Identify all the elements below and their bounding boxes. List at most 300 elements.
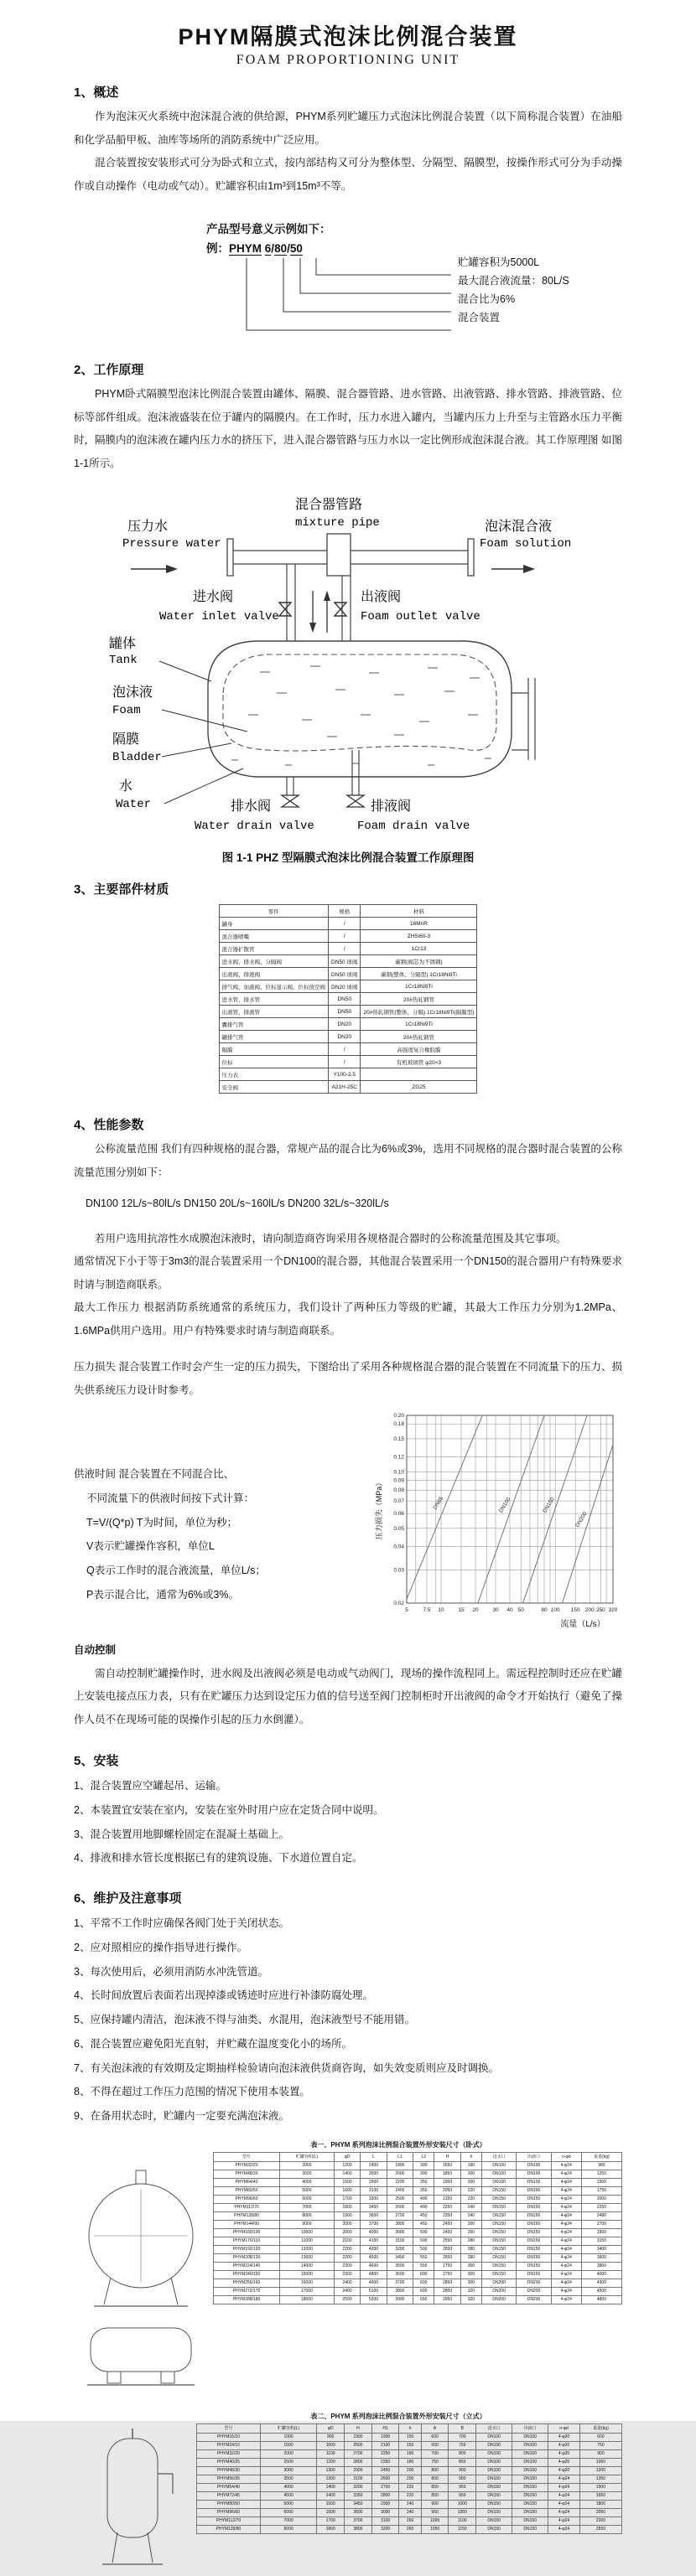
list-item: 1、平常不工作时应确保各阀门处于关闭状态。 [74,1917,289,1929]
table-row [219,980,477,993]
table-cell: 300 [460,2262,481,2270]
table-row [197,2449,622,2458]
table-cell: 罐排气管 [219,1031,329,1043]
model-callout-device: 混合装置 [458,312,501,323]
table-cell: 2500 [334,2295,360,2304]
x-tick-label: 100 [550,1607,560,1613]
table-cell: DN150 [517,2211,551,2220]
table-cell: 2800 [345,2458,372,2466]
flow-arrow-out [523,565,535,573]
dimension-table-horizontal [213,2152,622,2304]
table-cell: 2100 [371,2441,399,2449]
label-foam-solution-zh: 泡沫混合液 [485,520,553,534]
table-row [219,955,477,968]
table-cell: 4-φ20 [548,2441,580,2449]
table-cell: PHYM32/20 [197,2449,261,2458]
table-cell: 3450 [345,2500,372,2508]
y-tick-label: 0.05 [393,1525,404,1532]
table-cell: 350 [413,2178,434,2186]
table-cell: 1700 [317,2517,345,2525]
table-cell: PHYM72/45 [197,2491,261,2500]
table-cell: DN150 [482,2270,517,2279]
table-cell: 2050 [579,2508,621,2517]
table-cell: DN150 [517,2228,551,2237]
table-row [197,2475,622,2483]
table-cell: 320 [460,2287,481,2295]
table-cell: 4-φ24 [551,2279,581,2287]
y-tick-label: 0.04 [393,1544,404,1550]
table-cell: DN100 [517,2178,551,2186]
label-mixture-pipe-zh: 混合器管路 [295,498,363,512]
model-callouts [458,253,569,327]
table-cell: 180 [399,2458,421,2466]
table-cell: PHYM160/100 [214,2228,280,2237]
label-foam-drain-en: Foam drain valve [357,820,470,833]
table-cell: PHYM48/30 [214,2170,280,2178]
table-cell: 750 [449,2441,476,2449]
table-header-cell: H1 [371,2423,399,2433]
table-row [197,2483,622,2491]
table-cell: 2850 [434,2287,460,2295]
table-cell: DN150 [482,2186,517,2195]
table-cell: PHYM64/40 [214,2178,280,2186]
table-cell: 1050 [579,2458,621,2466]
table-cell: 20#热轧钢管(整体、分隔) 1Cr18Ni9Ti(隔膜型) [361,1006,477,1018]
y-tick-label: 0.08 [393,1487,404,1494]
list-item: P表示混合比，通常为6%或3%。 [86,1588,239,1601]
table-cell: 1050 [421,2525,449,2533]
y-tick-label: 0.07 [393,1498,404,1505]
table-cell: 2450 [434,2228,460,2237]
table-cell: 4-φ24 [551,2262,581,2270]
table-cell: DN150 [476,2491,512,2500]
table-row [214,2253,622,2262]
table-cell: DN150 [517,2245,551,2253]
page-title: PHYM隔膜式泡沫比例混合装置 [178,24,518,49]
table-cell: 4-φ20 [548,2458,580,2466]
inlet-valve-symbol [279,603,291,616]
table-cell: 500 [413,2245,434,2253]
table-cell: 2100 [334,2237,360,2245]
table-cell: 12000 [280,2245,335,2253]
table-header-cell: 材料 [361,905,477,918]
table-row [197,2525,622,2533]
table-cell: 4500 [581,2287,621,2295]
model-intro: 产品型号意义示例如下： [206,223,331,235]
table-cell: 3300 [361,2195,387,2203]
y-tick-label: 0.12 [393,1454,404,1461]
table-cell: 1650 [434,2161,460,2170]
table-cell: DN150 [476,2508,512,2517]
table-cell: 800 [421,2475,449,2483]
table-header-cell: L1 [387,2152,413,2161]
table-cell: 2550 [434,2237,460,2245]
table-cell: 2850 [434,2279,460,2287]
table-cell: DN100 [517,2170,551,2178]
table-row [214,2203,622,2211]
table-cell: DN150 [482,2203,517,2211]
table-cell: 2500 [260,2458,316,2466]
label-water-drain-en: Water drain valve [195,820,314,833]
table-cell: 8000 [260,2525,316,2533]
table-cell: DN20 [329,1018,361,1031]
list-item: 1、混合装置应空罐起吊、运输。 [74,1780,226,1792]
table-cell: 2950 [434,2295,460,2304]
table-cell: 950 [449,2491,476,2500]
table-header-cell: h [399,2423,421,2433]
table-cell: PHYM208/130 [214,2253,280,2262]
label-mixture-pipe-en: mixture pipe [295,516,380,530]
table-cell: DN150 [482,2262,517,2270]
table-cell: 450 [413,2220,434,2228]
table-cell: 3600 [345,2508,372,2517]
table-header-cell: 出液口 [517,2152,551,2161]
installation-list [74,1774,622,1870]
section-4-paragraph-3: 通常情况下小于等于3m3的混合装置采用一个DN100的混合器，其他混合装置采用一个DN150的混合器用户有特殊要求时请与制造商联系。 [74,1255,622,1291]
table-row [219,1068,477,1081]
table-cell: 3400 [387,2253,413,2262]
table-cell: 3450 [361,2203,387,2211]
dimension-table-vertical [196,2423,622,2534]
table-cell: 3200 [371,2525,399,2533]
table-cell: 3100 [345,2475,372,2483]
table-cell: 1200 [579,2466,621,2475]
table-cell: DN50 [329,993,361,1006]
table-row [214,2245,622,2253]
label-water-en: Water [116,798,152,811]
table-cell: 4000 [260,2483,316,2491]
table-cell: 碳钢(阀芯为不锈钢) [361,955,477,968]
table-cell: 2050 [434,2186,460,2195]
table-cell: 2480 [581,2211,621,2220]
x-tick-label: 150 [570,1607,580,1613]
table-cell: DN150 [517,2220,551,2228]
table-cell: DN200 [482,2279,517,2287]
x-tick-label: 30 [492,1607,499,1613]
table-cell: / [329,918,361,930]
table-cell: 1900 [371,2433,399,2441]
table-cell: 2800 [387,2220,413,2228]
tank-side-view [91,2328,191,2372]
model-segment-name: PHYM [229,242,262,255]
water-drain-valve-symbol [282,795,299,807]
table-cell: DN150 [512,2500,548,2508]
table-cell: DN150 [482,2211,517,2220]
table-cell: 950 [421,2508,449,2517]
vertical-tank-drawing [74,2423,191,2576]
table-cell: 750 [421,2458,449,2466]
table-row [214,2237,622,2245]
table-header-cell: H [345,2423,372,2433]
series-label: DN150 [542,1496,556,1514]
table-cell: PHYM40/25 [197,2458,261,2466]
table-cell: 4-φ24 [551,2228,581,2237]
table-cell: 2300 [334,2270,360,2279]
table-cell: 2500 [387,2195,413,2203]
table-cell: 220 [399,2491,421,2500]
table-cell: 900 [421,2500,449,2508]
section-4-paragraph-4: 最大工作压力 根据消防系统通常的系统压力，我们设计了两种压力等级的贮罐，其最大工作压力分别为1.2MPa、1.6MPa供用户选用。用户有特殊要求时请与制造商联系。 [74,1301,622,1337]
table-cell: 11000 [280,2237,335,2245]
table-cell: 800 [449,2449,476,2458]
list-item: 不同流量下的供液时间按下式计算： [86,1492,255,1504]
table-cell: PHYM16/10 [197,2433,261,2441]
table-row [197,2441,622,2449]
table-cell: DN150 [476,2483,512,2491]
table-cell: PHYM96/60 [197,2508,261,2517]
table-cell: 2700 [345,2449,372,2458]
flow-range-line: DN100 12L/s~80lL/s DN150 20L/s~160lL/s DN200 32L/s~320lL/s [86,1197,389,1209]
table-cell: 16000 [280,2279,335,2287]
table-cell: 240 [399,2500,421,2508]
table-cell: 2000 [387,2170,413,2178]
table-cell: 3000 [387,2228,413,2237]
table-cell: DN100 [512,2441,548,2449]
table-cell: PHYM192/120 [214,2245,280,2253]
table-cell: 200 [460,2178,481,2186]
table-cell: 4-φ24 [551,2245,581,2253]
table-cell: DN150 [512,2517,548,2525]
table-header-cell: 零件 [219,905,329,918]
table-cell: 3800 [345,2525,372,2533]
table-header-cell: 进水口 [482,2152,517,2161]
table-cell: 400 [413,2203,434,2211]
table-cell: 280 [460,2253,481,2262]
table-cell: 4-φ24 [548,2517,580,2525]
table-cell: 2200 [334,2253,360,2262]
y-tick-label: 0.15 [393,1435,404,1442]
table-cell: DN150 [512,2483,548,2491]
table-cell: 2000 [334,2220,360,2228]
table-cell: PHYM144/90 [214,2220,280,2228]
table-cell: PHYM64/40 [197,2483,261,2491]
model-callout-lines [206,256,458,340]
table-cell: / [329,1056,361,1068]
table-cell: 2000 [334,2228,360,2237]
flow-arrow-in [166,565,178,573]
table-header-cell: H [434,2152,460,2161]
table-cell: 1750 [581,2186,621,2195]
label-pressure-water-zh: 压力水 [127,520,169,534]
table-cell: 4-φ24 [548,2500,580,2508]
table-cell: 1400 [334,2170,360,2178]
table-cell: 2700 [581,2220,621,2228]
table-row [197,2500,622,2508]
table-cell: 高强度复合橡胶膜 [361,1043,477,1056]
table-cell: 980 [581,2161,621,2170]
model-segment-ratio: 6 [264,242,272,255]
table-cell: DN100 [512,2433,548,2441]
table-row [219,1056,477,1068]
label-tank-en: Tank [109,654,138,667]
table-cell: 5200 [361,2295,387,2304]
table-cell: 320 [460,2295,481,2304]
table-cell: 压力表 [219,1068,329,1081]
table-cell: DN150 [517,2237,551,2245]
y-tick-label: 0.02 [393,1601,404,1606]
y-tick-label: 0.20 [393,1413,404,1419]
section-1-paragraph-1: 作为泡沫灭火系统中泡沫混合液的供给源，PHYM系列贮罐压力式泡沫比例混合装置（以下简称混合装置）在油船和化学品船甲板、油库等场所的消防系统中广泛应用。 [74,111,622,146]
table-cell: 1600 [317,2508,345,2517]
table-cell: 1850 [434,2170,460,2178]
table-cell: PHYM128/80 [214,2211,280,2220]
table-cell: 4200 [361,2245,387,2253]
table-cell: 2200 [387,2178,413,2186]
table-cell: DN150 [482,2228,517,2237]
vertical-tank-body [107,2439,158,2537]
table-cell: 1900 [334,2211,360,2220]
table-cell: 150 [399,2433,421,2441]
table-row [197,2458,622,2466]
table-cell: 1050 [449,2508,476,2517]
model-segment-flow: 80 [274,242,288,255]
table-cell: 4-φ24 [551,2211,581,2220]
table-cell: 4-φ24 [548,2508,580,2517]
table-cell: 900 [317,2433,345,2441]
table-cell: 700 [421,2449,449,2458]
table-cell: 4600 [361,2262,387,2270]
x-tick-label: 15 [458,1607,465,1613]
table-cell: ZG25 [361,1081,477,1094]
table-cell: 进水阀、排水阀、分隔阀 [219,955,329,968]
table-cell: 8000 [280,2211,335,2220]
table-cell: DN150 [476,2517,512,2525]
table-cell: 3000 [260,2466,316,2475]
table-cell: DN150 [482,2237,517,2245]
table-cell: 2400 [334,2287,360,2295]
table-cell: DN50 球阀 [329,968,361,980]
table-cell: 4-φ20 [548,2433,580,2441]
table-cell: DN200 [517,2279,551,2287]
table-header-cell: 出液口 [512,2423,548,2433]
table-row [214,2270,622,2279]
label-tank-zh: 罐体 [109,637,137,651]
table-cell: 出液阀、排液阀 [219,968,329,980]
table-cell: 18000 [280,2295,335,2304]
x-tick-label: 80 [541,1607,548,1613]
table-row [219,943,477,955]
table-cell: 1650 [579,2491,621,2500]
section-2-heading: 2、工作原理 [74,363,144,377]
table-cell: 1250 [581,2170,621,2178]
table-cell: 2150 [434,2195,460,2203]
table-cell: 7000 [260,2517,316,2525]
x-tick-label: 5 [404,1607,408,1613]
table-cell: 2700 [371,2483,399,2491]
bladder-outline [223,654,496,751]
table-cell: 混合器扩散管 [219,943,329,955]
supply-time-block [74,1407,366,1636]
table-cell: 2350 [371,2458,399,2466]
outlet-valve-symbol [335,603,346,616]
table-cell: 4-φ24 [551,2195,581,2203]
y-tick-label: 0.18 [393,1421,404,1428]
table-cell: 1700 [334,2195,360,2203]
pressure-loss-chart [373,1407,622,1636]
section-4-paragraph-5: 压力损失 混合装置工作时会产生一定的压力损失，下图给出了采用各种规格混合器的混合装置在不同流量下的压力、损失供系统压力设计时参考。 [74,1361,622,1396]
table-cell: 2500 [345,2441,372,2449]
table-cell: 4-φ24 [551,2178,581,2186]
label-bladder-en: Bladder [112,751,162,764]
section-4-paragraph-1: 公称流量范围 我们有四种规格的混合器，常规产品的混合比为6%或3%，选用不同规格的混合器时混合装置的公称流量范围分别如下： [74,1143,622,1178]
series-line [407,1415,482,1599]
table-cell: 4-φ24 [551,2270,581,2279]
table-cell: 600 [421,2433,449,2441]
table-cell: 2750 [434,2270,460,2279]
table-cell: 280 [460,2245,481,2253]
table-cell: 2900 [361,2178,387,2186]
table-cell: DN200 [517,2295,551,2304]
table-header-cell: 型号 [214,2152,280,2161]
label-foam-zh: 泡沫液 [112,685,153,700]
table-cell: 4-φ24 [551,2161,581,2170]
table-cell: PHYM288/180 [214,2295,280,2304]
table-cell: 2650 [434,2253,460,2262]
table-cell: 220 [460,2186,481,2195]
table-cell: DN150 [517,2195,551,2203]
table-header-row [219,905,477,918]
table-cell: DN100 [476,2466,512,2475]
table-cell: DN100 [476,2433,512,2441]
table-cell: 3600 [387,2270,413,2279]
table-cell: 16MnR [361,918,477,930]
table-cell: 1500 [581,2178,621,2186]
table-cell: 2300 [579,2517,621,2525]
table-cell: 2550 [579,2525,621,2533]
table-row [214,2262,622,2270]
label-foam-drain-zh: 排液阀 [371,799,412,814]
table-cell: 550 [413,2262,434,2270]
section-6-heading: 6、维护及注意事项 [74,1891,182,1906]
table-cell: 600 [413,2270,434,2279]
model-callout-volume: 贮罐容积为5000L [458,256,540,268]
table-cell: 1350 [579,2475,621,2483]
schematic-diagram [75,484,621,839]
table-cell: DN100 [476,2449,512,2458]
table-cell: PHYM128/80 [197,2525,261,2533]
table-cell: 4500 [361,2253,387,2262]
x-tick-label: 20 [472,1607,479,1613]
label-foam-en: Foam [112,704,141,717]
table-header-cell: h [460,2152,481,2161]
table-cell: 200 [399,2466,421,2475]
table-cell: 4000 [361,2228,387,2237]
table-cell: 1Cr13 [361,943,477,955]
table-cell: 3700 [345,2517,372,2525]
table-cell: 800 [421,2466,449,2475]
model-callout-flow: 最大混合液流量：80L/S [458,275,569,287]
table-cell: DN150 [512,2491,548,2500]
table-cell: 2650 [434,2245,460,2253]
series-line [562,1445,613,1603]
table-cell: DN20 [329,1031,361,1043]
list-item: 供液时间 混合装置在不同混合比、 [74,1468,234,1480]
label-water-zh: 水 [119,779,133,794]
table-cell: DN150 [517,2270,551,2279]
table-cell: 7000 [280,2203,335,2211]
label-outlet-valve-zh: 出液阀 [361,590,402,604]
figure-caption: 图 1-1 PHZ 型隔膜式泡沫比例混合装置工作原理图 [221,851,475,864]
tank-top-nozzle [136,2170,146,2184]
table-cell: 500 [413,2228,434,2237]
table-cell: PHYM112/70 [197,2517,261,2525]
table-cell: 3000 [371,2508,399,2517]
table-row [214,2220,622,2228]
y-tick-label: 0.06 [393,1511,404,1518]
table-cell: 650 [421,2441,449,2449]
table-cell: DN150 [512,2525,548,2533]
table-cell: DN150 [517,2203,551,2211]
